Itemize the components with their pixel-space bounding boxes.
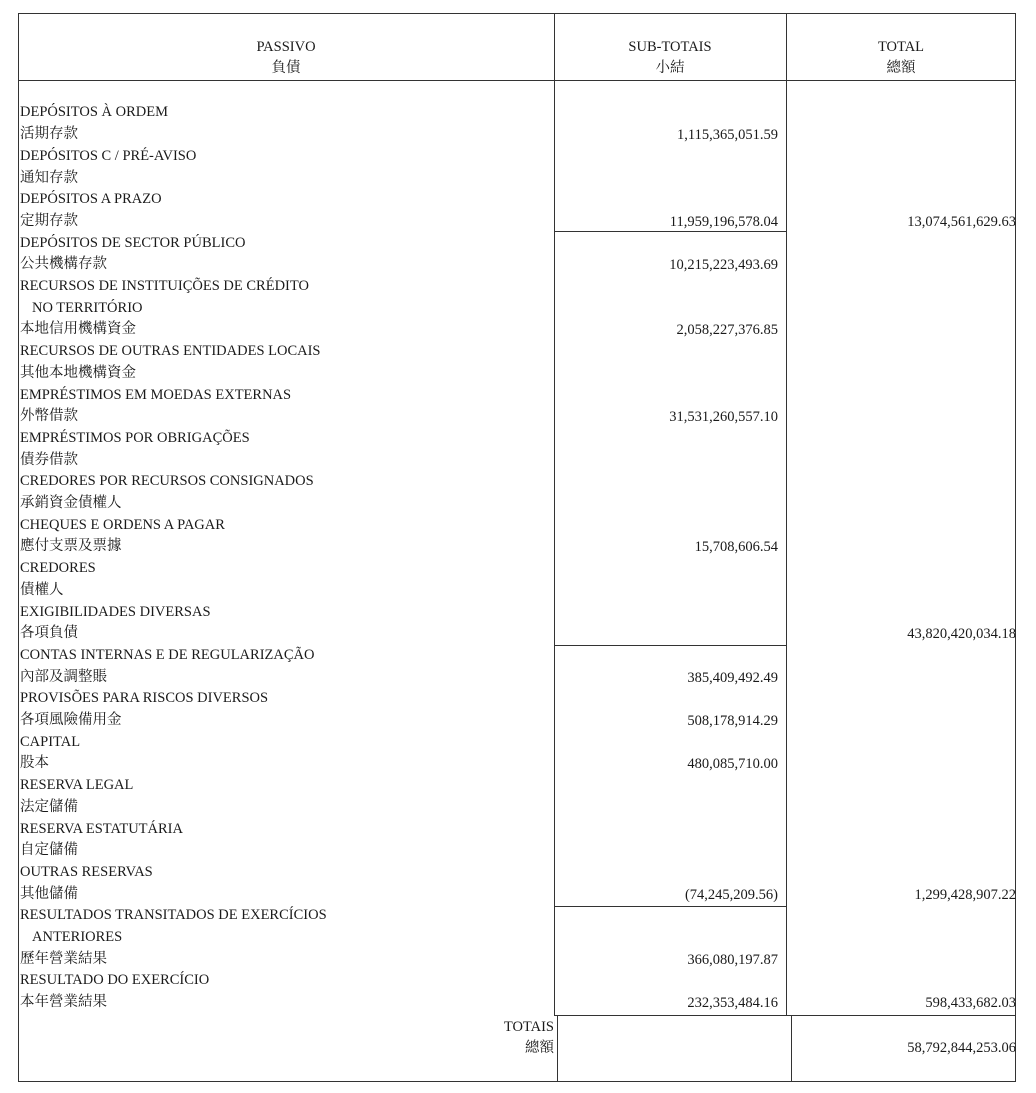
- table-row: [0, 904, 1036, 926]
- header-total-zh: 總額: [886, 60, 916, 76]
- table-row: [0, 796, 1036, 818]
- column-divider-right-footer: [791, 1015, 792, 1082]
- header-total: [786, 37, 1016, 79]
- row-label: 歷年營業結果: [20, 950, 107, 967]
- totals-rule: [554, 1015, 1016, 1016]
- row-label: ANTERIORES: [32, 929, 123, 945]
- table-row: [0, 969, 1036, 991]
- header-subtotais-zh: 小結: [655, 60, 685, 76]
- table-row: [0, 188, 1036, 210]
- row-label: EMPRÉSTIMOS EM MOEDAS EXTERNAS: [20, 386, 292, 403]
- table-row: [0, 384, 1036, 406]
- row-subtotal: 2,058,227,376.85: [676, 322, 778, 339]
- row-label: 活期存款: [20, 126, 78, 143]
- table-row: [0, 861, 1036, 883]
- row-label: 股本: [20, 755, 49, 772]
- row-label: EMPRÉSTIMOS POR OBRIGAÇÕES: [20, 429, 250, 446]
- grand-total-value: 58,792,844,253.06: [907, 1040, 1016, 1056]
- row-label: RECURSOS DE OUTRAS ENTIDADES LOCAIS: [20, 343, 321, 360]
- row-label: 各項風險備用金: [20, 712, 122, 728]
- header-rule: [18, 80, 1016, 81]
- row-label: CREDORES POR RECURSOS CONSIGNADOS: [20, 473, 314, 490]
- table-row: [0, 839, 1036, 861]
- table-row: [0, 145, 1036, 167]
- row-subtotal: 480,085,710.00: [687, 756, 778, 773]
- table-row: [0, 492, 1036, 514]
- row-label: EXIGIBILIDADES DIVERSAS: [20, 603, 211, 620]
- row-label: RESULTADO DO EXERCÍCIO: [20, 972, 210, 989]
- row-subtotal: 508,178,914.29: [687, 713, 778, 729]
- table-row: [0, 210, 1036, 232]
- row-label: 自定儲備: [20, 842, 78, 859]
- row-label: DEPÓSITOS À ORDEM: [20, 104, 168, 121]
- totais-label-zh: 總額: [525, 1040, 554, 1056]
- table-row: [0, 687, 1036, 709]
- row-label: 債券借款: [20, 451, 78, 468]
- row-subtotal: 15,708,606.54: [694, 539, 778, 556]
- table-row: [0, 101, 1036, 123]
- row-label: RESERVA LEGAL: [20, 777, 134, 794]
- totais-label: [504, 1017, 554, 1059]
- table-row: [0, 818, 1036, 840]
- row-label: NO TERRITÓRIO: [32, 299, 143, 316]
- row-subtotal: (74,245,209.56): [684, 886, 778, 903]
- row-label: 承銷資金債權人: [20, 495, 122, 511]
- row-label: 通知存款: [20, 169, 78, 186]
- table-row: [0, 883, 1036, 905]
- row-total: 43,820,420,034.18: [907, 626, 1016, 643]
- table-row: [0, 666, 1036, 688]
- row-label: 定期存款: [20, 212, 78, 229]
- row-subtotal: 385,409,492.49: [687, 669, 778, 686]
- column-divider-left-footer: [557, 1015, 558, 1082]
- table-row: [0, 232, 1036, 254]
- row-label: 其他本地機構資金: [20, 364, 136, 381]
- table-row: [0, 297, 1036, 319]
- row-label: 外幣借款: [20, 408, 78, 425]
- table-row: [0, 557, 1036, 579]
- row-label: 債權人: [20, 581, 64, 598]
- table-row: [0, 709, 1036, 731]
- header-passivo: [18, 37, 554, 79]
- table-row: [0, 275, 1036, 297]
- row-label: 應付支票及票據: [20, 538, 122, 555]
- table-row: [0, 340, 1036, 362]
- row-label: CONTAS INTERNAS E DE REGULARIZAÇÃO: [20, 646, 315, 663]
- row-label: RESERVA ESTATUTÁRIA: [20, 820, 183, 837]
- header-subtotais: [554, 37, 786, 79]
- table-row: [0, 167, 1036, 189]
- header-passivo-pt: PASSIVO: [256, 39, 316, 55]
- table-row: [0, 449, 1036, 471]
- table-row: [0, 644, 1036, 666]
- row-label: CAPITAL: [20, 733, 81, 750]
- row-subtotal: 232,353,484.16: [687, 995, 778, 1012]
- table-row: [0, 948, 1036, 970]
- row-label: RECURSOS DE INSTITUIÇÕES DE CRÉDITO: [20, 278, 309, 294]
- row-label: CREDORES: [20, 560, 96, 577]
- row-label: 本地信用機構資金: [20, 321, 136, 338]
- table-row: [0, 514, 1036, 536]
- table-row: [0, 427, 1036, 449]
- table-row: [0, 622, 1036, 644]
- row-subtotal: 1,115,365,051.59: [677, 127, 778, 144]
- row-label: 內部及調整賬: [20, 668, 107, 685]
- row-subtotal: 11,959,196,578.04: [669, 213, 778, 230]
- row-total: 598,433,682.03: [925, 995, 1016, 1012]
- row-label: 法定儲備: [20, 798, 78, 815]
- row-label: DEPÓSITOS DE SECTOR PÚBLICO: [20, 234, 246, 251]
- row-label: DEPÓSITOS A PRAZO: [20, 191, 162, 208]
- table-row: [0, 362, 1036, 384]
- header-total-pt: TOTAL: [877, 39, 925, 55]
- table-row: [0, 318, 1036, 340]
- table-row: [0, 926, 1036, 948]
- table-row: [0, 601, 1036, 623]
- row-total: 13,074,561,629.63: [907, 213, 1016, 230]
- table-row: [0, 752, 1036, 774]
- row-subtotal: 31,531,260,557.10: [669, 409, 778, 426]
- row-label: 各項負債: [20, 625, 78, 642]
- table-row: [0, 774, 1036, 796]
- totais-label-pt: TOTAIS: [503, 1019, 554, 1035]
- table-row: [0, 405, 1036, 427]
- header-subtotais-pt: SUB-TOTAIS: [628, 39, 712, 55]
- table-row: [0, 535, 1036, 557]
- row-label: 其他儲備: [20, 885, 78, 902]
- row-label: 本年營業結果: [20, 994, 107, 1011]
- table-row: [0, 579, 1036, 601]
- table-row: [0, 123, 1036, 145]
- row-label: 公共機構存款: [20, 256, 107, 273]
- header-passivo-zh: 負債: [271, 60, 301, 76]
- row-subtotal: 366,080,197.87: [687, 951, 778, 968]
- row-label: OUTRAS RESERVAS: [20, 863, 153, 880]
- row-subtotal: 10,215,223,493.69: [669, 257, 778, 274]
- row-label: DEPÓSITOS C / PRÉ-AVISO: [20, 147, 197, 164]
- row-label: PROVISÕES PARA RISCOS DIVERSOS: [20, 690, 269, 707]
- row-label: CHEQUES E ORDENS A PAGAR: [20, 516, 225, 533]
- table-row: [0, 991, 1036, 1013]
- row-label: RESULTADOS TRANSITADOS DE EXERCÍCIOS: [20, 907, 327, 924]
- row-total: 1,299,428,907.22: [914, 886, 1016, 903]
- table-row: [0, 470, 1036, 492]
- table-row: [0, 731, 1036, 753]
- table-row: [0, 253, 1036, 275]
